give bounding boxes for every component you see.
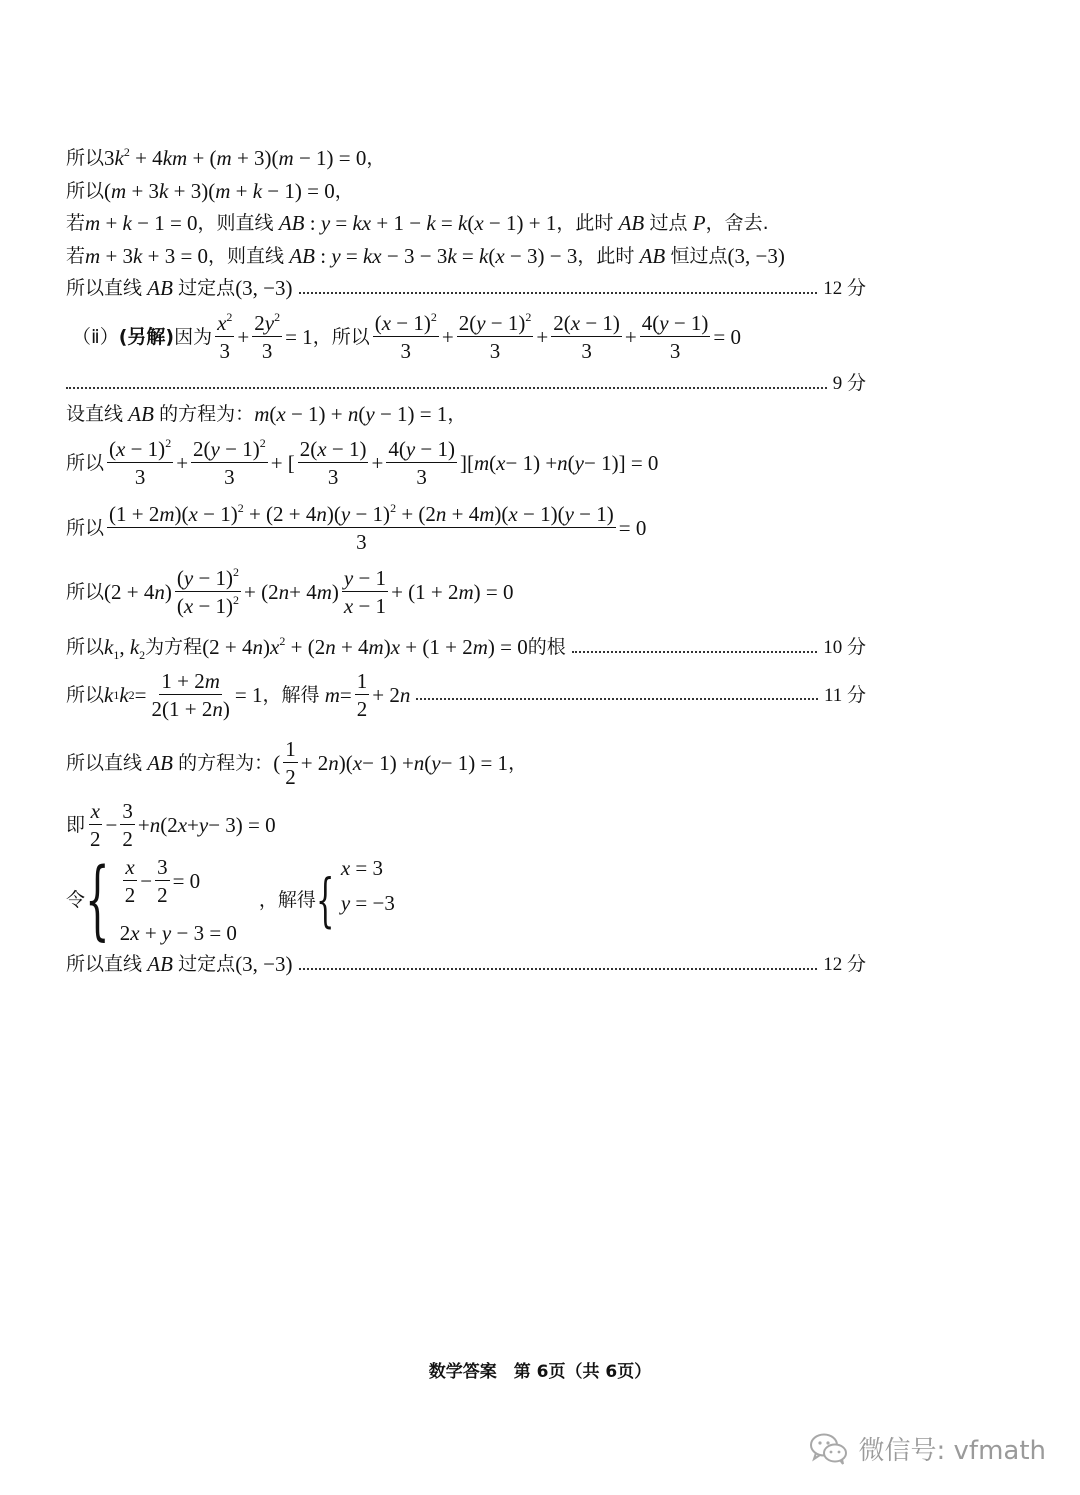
final-line: 所以直线 AB 过定点 (3, −3) 12 分 xyxy=(66,952,866,976)
page-footer: 数学答案 第 6页（共 6页） xyxy=(428,1362,652,1382)
dot-leader xyxy=(572,651,817,653)
score-label: 12 分 xyxy=(823,278,866,299)
line-4: 若 m + 3k + 3 = 0 ，则直线 AB : y = kx − 3 − 3k = k(x − 3) − 3 ，此时 AB 恒过点 (3, −3) xyxy=(66,244,785,268)
set-line: 设直线 AB 的方程为： m(x − 1) + n(y − 1) = 1 ， xyxy=(66,402,467,426)
dot-leader xyxy=(299,968,818,970)
dot-leader xyxy=(299,292,818,294)
line-3: 若 m + k − 1 = 0 ，则直线 AB : y = kx + 1 − k = k(x − 1) + 1 ，此时 AB 过点 P ，舍去. xyxy=(66,211,769,235)
line-2: 所以 (m + 3k + 3)(m + k − 1) = 0 ， xyxy=(66,179,354,203)
product-line: 所以 k 1 k 2 = 1 + 2m 2(1 + 2n) = 1 ，解得 m = 1 2 + 2 n 11 分 xyxy=(66,669,866,722)
ratio-line: 所以 (2 + 4 n ) $(y - 1)^2$ $(x - 1)^2$ + (2 n + 4 m ) y − 1 x − 1 + (1 + 2 m ) = 0 xyxy=(66,565,514,619)
alt-solution-line: （ⅱ） (另解) 因为 $x^2$ 3 + $2y^2$ 3 = 1 ，所以 $(x - 1)^2$ 3 + $2(y - 1)^2$ 3 + 2(x − 1) 3 + 4(y − 1) 3 = 0 xyxy=(72,310,742,364)
left-brace-icon: { xyxy=(85,850,110,950)
score-label: 11 分 xyxy=(823,684,866,706)
line-5: 所以直线 AB 过定点 (3, −3) 12 分 xyxy=(66,276,866,300)
dot-leader xyxy=(66,387,827,389)
roots-line: 所以 $k_1$, $k_2$ 为方程 $(2 + 4n)x^2 + (2n + 4m)x + (1 + 2m) = 0$ 的根 10 分 xyxy=(66,634,866,662)
system-line: 令 { x 2 − 3 2 = 0 2x + y − 3 = 0 ，解得 { x = 3 y = −3 xyxy=(66,850,395,950)
line-equation: 所以直线 AB 的方程为： ( 1 2 + 2 n )( x − 1) + n ( y − 1) = 1 ， xyxy=(66,737,528,790)
wechat-icon xyxy=(809,1432,849,1466)
score-label: 12 分 xyxy=(823,954,866,975)
ie-line: 即 x 2 − 3 2 + n (2 x + y − 3) = 0 xyxy=(66,799,276,852)
score-label: 10 分 xyxy=(823,637,866,658)
left-brace-icon: { xyxy=(315,866,335,934)
score-label: 9 分 xyxy=(832,373,866,394)
line-1: 所以 $3k^2 + 4km + (m + 3)(m - 1) = 0$ ， xyxy=(66,145,386,170)
score-line-9 xyxy=(66,374,866,393)
watermark-text: 微信号: vfmath xyxy=(858,1436,1046,1466)
combined-line: 所以 $(1 + 2m)(x - 1)^2 + (2 + 4n)(y - 1)^2 + (2n + 4m)(x - 1)(y - 1)$ 3 = 0 xyxy=(66,501,647,555)
watermark xyxy=(809,1430,1047,1467)
dot-leader xyxy=(416,698,818,700)
expansion-line: 所以 $(x - 1)^2$ 3 + $2(y - 1)^2$ 3 + [ 2(x − 1) 3 + 4(y − 1) 3 ][ m ( x − 1) + n ( y − 1)] = 0 xyxy=(66,436,659,490)
